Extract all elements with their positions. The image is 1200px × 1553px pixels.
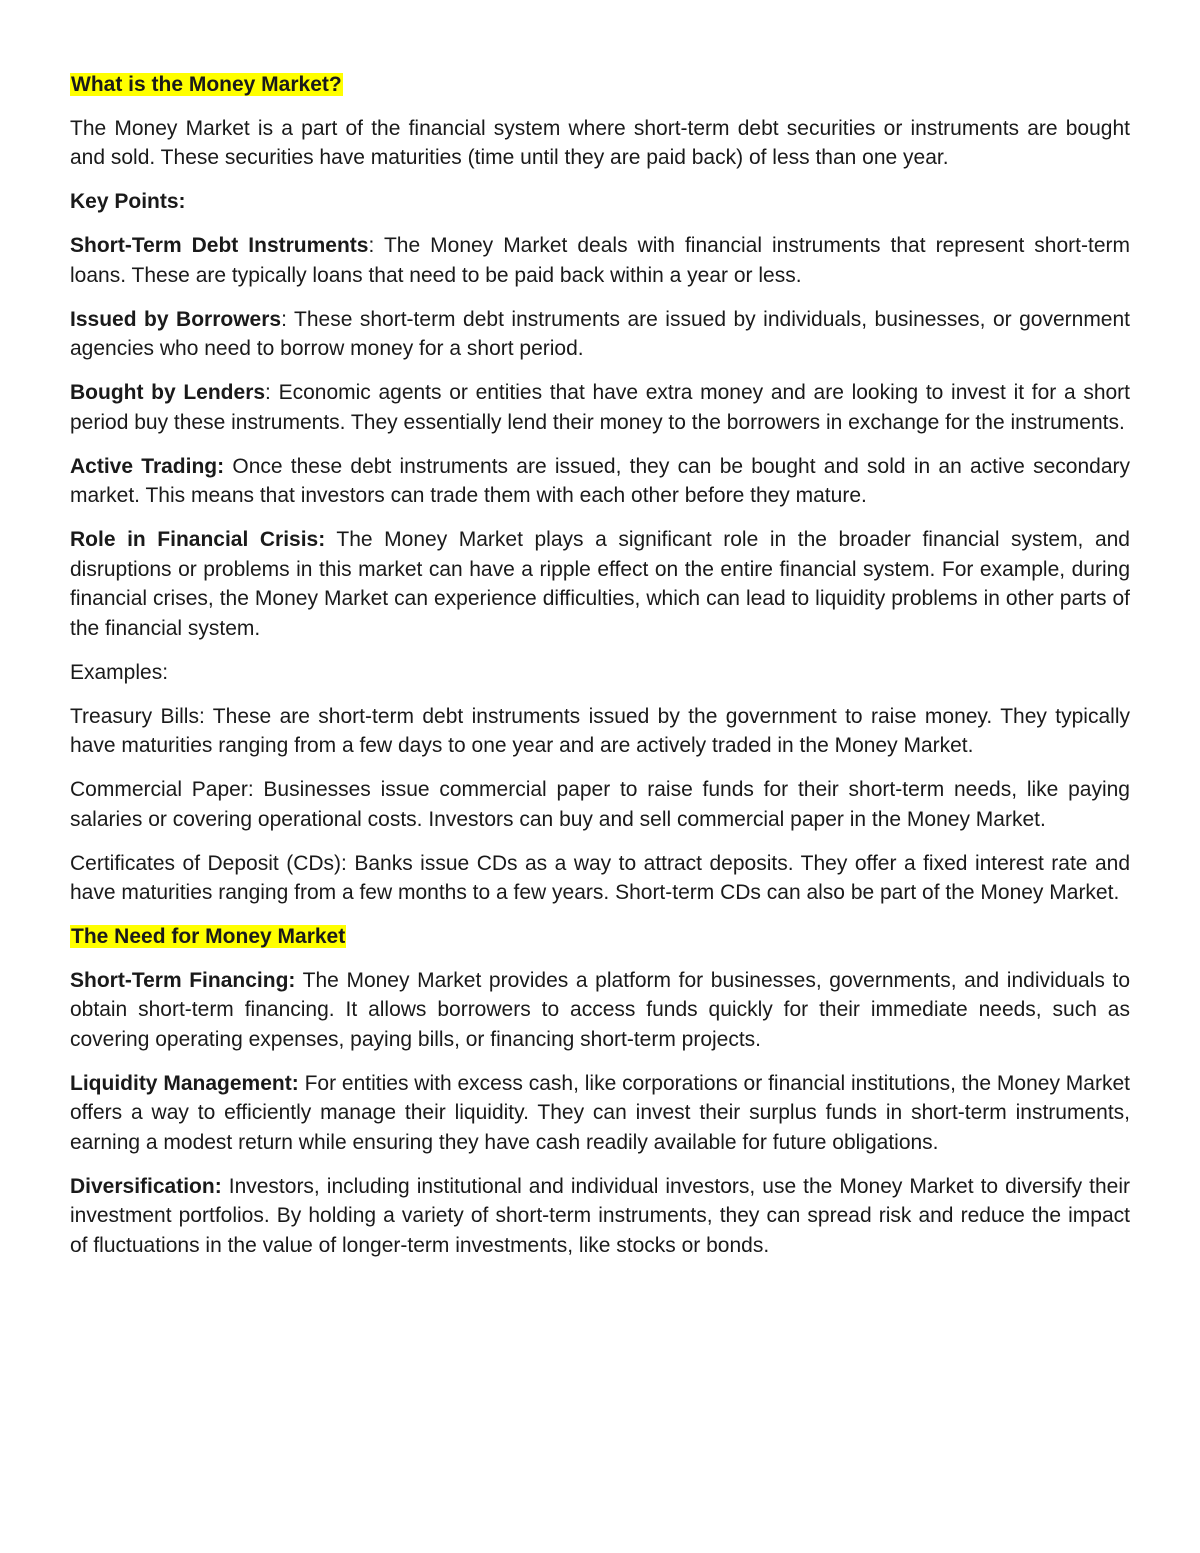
key-point-separator: : [281, 307, 295, 331]
key-point-text: Once these debt instruments are issued, they can be bought and sold in an active secondary market. This means that investors can trade them with each other before they mature. [70, 454, 1130, 507]
example-paragraph: Treasury Bills: These are short-term debt instruments issued by the government to raise money. They typically have maturities ranging from a few days to one year and are actively traded in the Money Market. [70, 704, 1130, 757]
section-heading-money-market [70, 70, 1130, 100]
key-point-text: Economic agents or entities that have extra money and are looking to invest it for a short period buy these instruments. They essentially lend their money to the borrowers in exchange for the instruments. [70, 381, 1131, 434]
heading-highlight: What is the Money Market? [71, 73, 342, 96]
key-point-term: Short-Term Debt Instruments [70, 234, 369, 257]
key-point-text: These short-term debt instruments are issued by individuals, businesses, or government agencies who need to borrow money for a short period. [70, 307, 1131, 360]
section-heading-need-for-money-market [70, 922, 1130, 952]
key-point-term: Bought by Lenders [70, 381, 266, 404]
need-point-paragraph [70, 1069, 1130, 1158]
need-point-term: Liquidity Management: [70, 1071, 299, 1095]
need-point-text: The Money Market provides a platform for businesses, governments, and individuals to obtain short-term financing. It allows borrowers to access funds quickly for their immediate needs, such as covering operating expenses, paying bills, or financing short-term projects. [70, 968, 1130, 1051]
example-paragraph: Commercial Paper: Businesses issue commercial paper to raise funds for their short-term needs, like paying salaries or covering operational costs. Investors can buy and sell commercial paper in the Money Market. [70, 778, 1130, 831]
key-point-text: The Money Market plays a significant role in the broader financial system, and disruptions or problems in this market can have a ripple effect on the entire financial system. For example, during financial crises, the Money Market can experience difficulties, which can lead to liquidity problems in other parts of the financial system. [70, 528, 1130, 640]
key-point-text: The Money Market deals with financial instruments that represent short-term loans. These are typically loans that need to be paid back within a year or less. [70, 234, 1130, 287]
key-point-separator: : [265, 381, 279, 404]
need-point-separator [222, 1175, 229, 1198]
key-point-term: Issued by Borrowers [70, 307, 282, 331]
key-point-paragraph [70, 378, 1130, 437]
key-points-title: Key Points: [70, 190, 186, 213]
key-point-separator: : [368, 234, 384, 257]
example-paragraph: Certificates of Deposit (CDs): Banks issue CDs as a way to attract deposits. They offer a fixed interest rate and have maturities ranging from a few months to a few years. Short-term CDs can also be part of the Money Market. [70, 851, 1130, 904]
key-point-term: Role in Financial Crisis: [70, 528, 326, 551]
key-point-paragraph [70, 231, 1130, 290]
need-point-term: Short-Term Financing: [70, 968, 296, 992]
examples-title: Examples: [70, 660, 169, 684]
need-point-text: Investors, including institutional and individual investors, use the Money Market to diversify their investment portfolios. By holding a variety of short-term instruments, they can spread risk and reduce the impact of fluctuations in the value of longer-term investments, like stocks or bonds. [70, 1174, 1130, 1257]
need-point-term: Diversification: [70, 1174, 222, 1198]
key-point-term: Active Trading: [70, 454, 225, 478]
heading-highlight: The Need for Money Market [71, 925, 346, 948]
intro-paragraph: The Money Market is a part of the financial system where short-term debt securities or instruments are bought and sold. These securities have maturities (time until they are paid back) of less than one year. [70, 116, 1130, 169]
key-point-paragraph [70, 525, 1130, 643]
need-point-paragraph [70, 966, 1130, 1055]
key-point-paragraph [70, 305, 1130, 364]
need-point-text: For entities with excess cash, like corporations or financial institutions, the Money Market offers a way to efficiently manage their liquidity. They can invest their surplus funds in short-term instruments, earning a modest return while ensuring they have cash readily available for future obligations. [70, 1071, 1130, 1154]
need-point-paragraph [70, 1172, 1130, 1261]
key-point-separator [325, 528, 336, 551]
need-point-separator [295, 969, 302, 992]
key-point-paragraph [70, 452, 1130, 511]
document-page [70, 70, 1130, 1275]
